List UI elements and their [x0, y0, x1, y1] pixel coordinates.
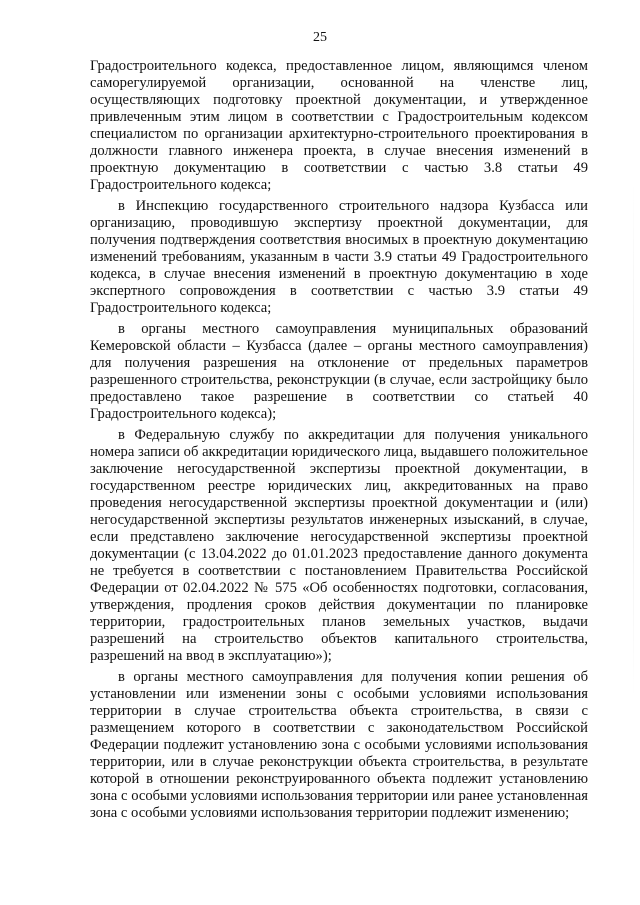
paragraph-inspection: в Инспекцию государственного строительного надзора Кузбасса или организацию, проводившую экспертизу проектной документации, для получения подтверждения соответствия вносимых в проектную документацию изменений требованиям, указанным в части 3.9 статьи 49 Градостроительного кодекса, в случае внесения изменений в проектную документацию в ходе экспертного сопровождения в соответствии с частью 3.9 статьи 49 Градостроительного кодекса; — [90, 198, 588, 316]
paragraph-local-government-deviation: в органы местного самоуправления муниципальных образований Кемеровской области – Кузбасса (далее – органы местного самоуправления) для получения разрешения на отклонение от предельных параметров разрешенного строительства, реконструкции (в случае, если застройщику было предоставлено такое разрешение в соответствии со статьей 40 Градостроительного кодекса); — [90, 321, 588, 422]
paragraph-special-zone-decision: в органы местного самоуправления для получения копии решения об установлении или изменении зоны с особыми условиями использования территории в случае строительства объекта строительства, в связи с размещением которого в соответствии с законодательством Российской Федерации подлежит установлению зона с особыми условиями использования территории, или в случае реконструкции объекта строительства, в результате которой в отношении реконструированного объекта подлежит установлению зона с особыми условиями использования территории или ранее установленная зона с особыми условиями использования территории подлежит изменению; — [90, 669, 588, 821]
scan-edge-shadow — [633, 180, 634, 700]
paragraph-accreditation-service: в Федеральную службу по аккредитации для получения уникального номера записи об аккредитации юридического лица, выдавшего положительное заключение негосударственной экспертизы проектной документации, в государственном реестре юридических лиц, аккредитованных на право проведения негосударственной экспертизы проектной документации и (или) негосударственной экспертизы результатов инженерных изысканий, в случае, если представлено заключение негосударственной экспертизы проектной документации (с 13.04.2022 до 01.01.2023 предоставление данного документа не требуется в соответствии с постановлением Правительства Российской Федерации от 02.04.2022 № 575 «Об особенностях подготовки, согласования, утверждения, продления сроков действия документации по планировке территории, градостроительных планов земельных участков, выдачи разрешений на строительство объектов капитального строительства, разрешений на ввод в эксплуатацию»); — [90, 427, 588, 664]
document-body — [90, 58, 588, 826]
page-number: 25 — [313, 30, 327, 45]
paragraph-continuation: Градостроительного кодекса, предоставленное лицом, являющимся членом саморегулируемой организации, основанной на членстве лиц, осуществляющих подготовку проектной документации, и утвержденное привлеченным этим лицом в соответствии с Градостроительным кодексом специалистом по организации архитектурно-строительного проектирования в должности главного инженера проекта, в случае внесения изменений в проектную документацию в соответствии с частью 3.8 статьи 49 Градостроительного кодекса; — [90, 58, 588, 193]
